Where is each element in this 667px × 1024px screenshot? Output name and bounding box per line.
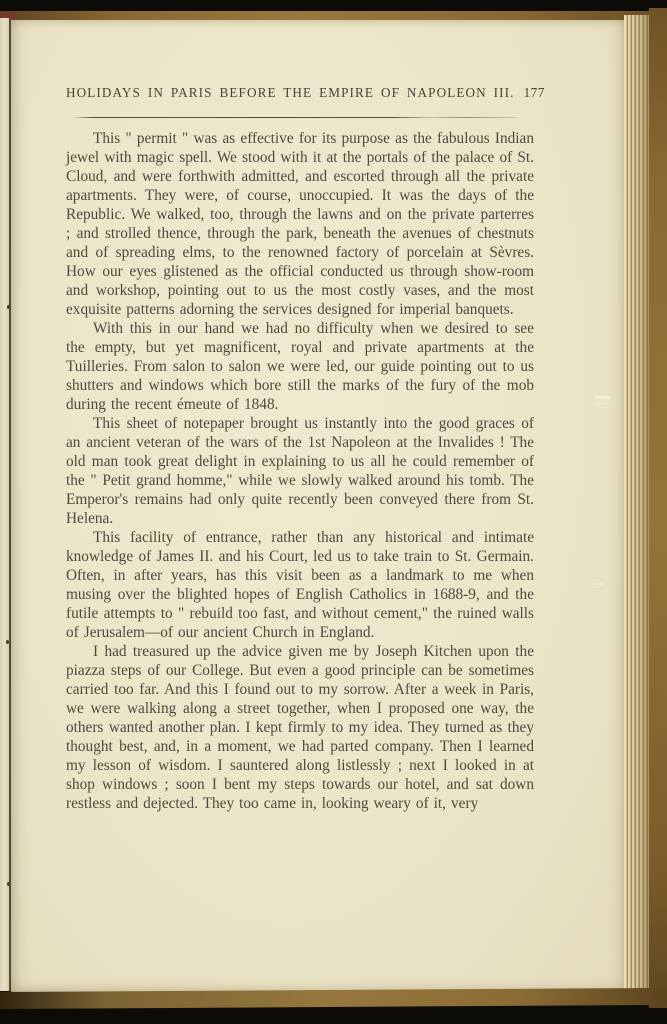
- running-head-row: [66, 85, 545, 101]
- header-rule: [75, 117, 517, 118]
- page-number: 177: [523, 85, 545, 100]
- paper-flaw: [595, 396, 611, 399]
- paragraph: With this in our hand we had no difficulty when we desired to see the empty, but yet magnificent, royal and private apartments at the Tuilleries. From salon to salon we were led, our guide pointing out to us shutters and windows which bore still the marks of the fury of the mob during the recent émeute of 1848.: [66, 320, 534, 413]
- paragraph: I had treasured up the advice given me by Joseph Kitchen upon the piazza steps of our College. But even a good principle can be sometimes carried too far. And this I found out to my sorrow. After a week in Paris, we were walking along a street together, when I proposed one way, the others wanted another plan. I kept firmly to my idea. They turned as they thought best, and, in a moment, we had parted company. Then I learned my lesson of wisdom. I sauntered along listlessly ; next I looked in at shop windows ; soon I bent my steps towards our hotel, and sat down restless and dejected. They too came in, looking weary of it, very: [66, 643, 534, 812]
- paragraph: This " permit " was as effective for its purpose as the fabulous Indian jewel with magic spell. We stood with it at the portals of the palace of St. Cloud, and were forthwith admitted, and escorted through all the private apartments. They were, of course, unoccupied. It was the days of the Republic. We walked, too, through the lawns and on the private parterres ; and strolled thence, through the park, beneath the avenues of chestnuts and of spreading elms, to the renowned factory of porcelain at Sèvres. How our eyes glistened as the official conducted us through show-room and workshop, pointing out to us the most costly vases, and the most exquisite patterns adorning the services designed for imperial banquets.: [66, 130, 534, 318]
- paper-speck: [6, 640, 9, 644]
- paragraph: This facility of entrance, rather than any historical and intimate knowledge of James II. and his Court, led us to take train to St. Germain. Often, in after years, has this visit been as a landmark to me when musing over the blighted hopes of English Catholics in 1688-9, and the futile attempts to " rebuild too fast, and without cement," the ruined walls of Jerusalem—of our ancient Church in England.: [66, 529, 534, 641]
- book-right-cover-edge: [649, 8, 667, 1008]
- page-body-text: [66, 129, 534, 813]
- paper-speck: [7, 882, 10, 886]
- fore-edge-page-stack: [624, 15, 649, 992]
- book-top-cover-edge: [0, 11, 667, 20]
- paper-speck: [7, 305, 10, 309]
- book-bottom-cover-edge: [0, 988, 667, 1009]
- paragraph: This sheet of notepaper brought us instantly into the good graces of an ancient veteran of the wars of the 1st Napoleon at the Invalides ! The old man took great delight in explaining to us all he could remember of the " Petit grand homme," while we slowly walked around his tomb. The Emperor's remains had only quite recently been conveyed there from St. Helena.: [66, 415, 534, 527]
- left-page-edge: [0, 18, 11, 991]
- running-head: HOLIDAYS IN PARIS BEFORE THE EMPIRE OF NAPOLEON III.: [66, 85, 515, 100]
- paper-flaw: [592, 583, 604, 585]
